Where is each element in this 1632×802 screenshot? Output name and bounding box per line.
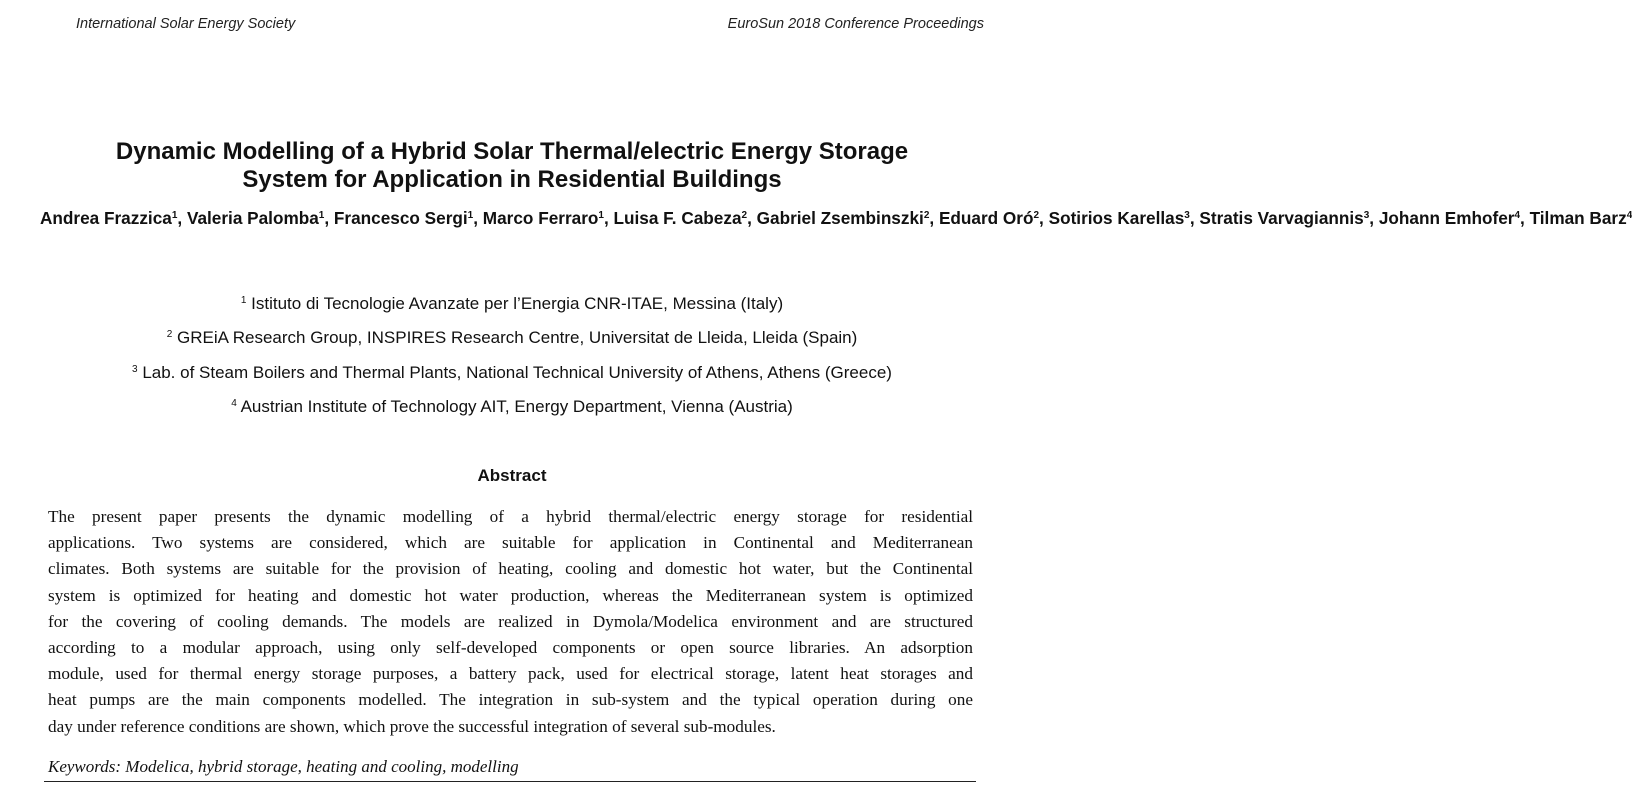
abstract-line: according to a modular approach, using only self-developed components or open source libraries. An adsorption [48,638,973,658]
author-name: Marco Ferraro [482,208,599,228]
author-affiliation-mark: 2 [923,210,930,221]
author-name: Luisa F. Cabeza [613,208,742,228]
abstract-line: for the covering of cooling demands. The models are realized in Dymola/Modelica environment and are structured [48,611,973,631]
paper-title-line-1: Dynamic Modelling of a Hybrid Solar Thermal/electric Energy Storage [115,138,909,165]
author-name: Tilman Barz [1529,208,1627,228]
affiliation-3 [20,363,1004,383]
author-affiliation-mark: 4 [1626,210,1632,221]
abstract-line: heat pumps are the main components modelled. The integration in sub-system and the typical operation during one [48,690,973,710]
author-affiliation-mark: 1 [467,210,474,221]
author-affiliation-mark: 1 [598,210,604,221]
author-name: Johann Emhofer [1378,208,1515,228]
author-name: Stratis Varvagiannis [1199,208,1364,228]
author-affiliation-mark: 3 [1184,210,1190,221]
abstract-line: system is optimized for heating and domestic hot water production, whereas the Mediterranean system is optimized [48,585,973,605]
abstract-line: applications. Two systems are considered, which are suitable for application in Continental and Mediterranean [48,533,973,553]
affiliation-number: 1 [240,295,247,306]
author-name: Eduard Oró [938,208,1034,228]
affiliation-number: 4 [231,398,237,409]
author-list [40,204,1632,236]
author-affiliation-mark: 2 [1033,210,1040,221]
author-affiliation-mark: 1 [318,210,325,221]
author-name: Sotirios Karellas [1048,208,1185,228]
affiliation-text: GREiA Research Group, INSPIRES Research Centre, Universitat de Lleida, Lleida (Spain) [176,328,858,347]
abstract-line: module, used for thermal energy storage purposes, a battery pack, used for electrical storage, latent heat storages and [48,664,973,684]
author-affiliation-mark: 3 [1363,210,1370,221]
affiliation-1 [20,294,1004,314]
author-affiliation-mark: 1 [171,210,178,221]
running-header-conference: EuroSun 2018 Conference Proceedings [727,16,984,32]
paper-title [20,138,1004,194]
author-affiliation-mark: 4 [1514,210,1521,221]
abstract-line: climates. Both systems are suitable for the provision of heating, cooling and domestic hot water, but the Continental [48,559,973,579]
running-header-society: International Solar Energy Society [76,16,296,32]
affiliation-text: Lab. of Steam Boilers and Thermal Plants, National Technical University of Athens, Athens (Greece) [142,363,892,382]
affiliation-2 [20,328,1004,348]
affiliation-text: Istituto di Tecnologie Avanzate per l’Energia CNR-ITAE, Messina (Italy) [251,294,784,313]
abstract-line: day under reference conditions are shown, which prove the successful integration of several sub-modules. [48,716,776,736]
affiliation-number: 2 [166,329,173,340]
abstract-heading: Abstract [477,466,547,485]
author-name: Gabriel Zsembinszki [756,208,924,228]
author-name: Andrea Frazzica [40,208,172,228]
affiliation-4 [20,397,1004,417]
author-name: Valeria Palomba [186,208,319,228]
affiliation-number: 3 [132,364,138,375]
abstract-body [48,504,973,740]
author-affiliation-mark: 2 [741,210,748,221]
paper-title-line-2: System for Application in Residential Buildings [242,166,782,193]
author-name: Francesco Sergi [333,208,468,228]
author-line-1: Andrea Frazzica$^1$, Valeria Palomba$^1$, Francesco Sergi$^1$, Marco Ferraro$^1$, Luisa F. Cabeza$^2$, Gabriel Zsembinszki$^2$, Eduard Oró$^2$, Sotirios Karellas$^3$, Stratis Varvagiannis$^3$, Johann Emhofer$^4$, Tilman Barz$^4$ [40,208,1632,228]
horizontal-rule [44,781,976,782]
affiliation-text: Austrian Institute of Technology AIT, Energy Department, Vienna (Austria) [240,397,793,416]
abstract-line: The present paper presents the dynamic modelling of a hybrid thermal/electric energy storage for residential [48,507,973,526]
keywords: Keywords: Modelica, hybrid storage, heating and cooling, modelling [48,757,519,776]
